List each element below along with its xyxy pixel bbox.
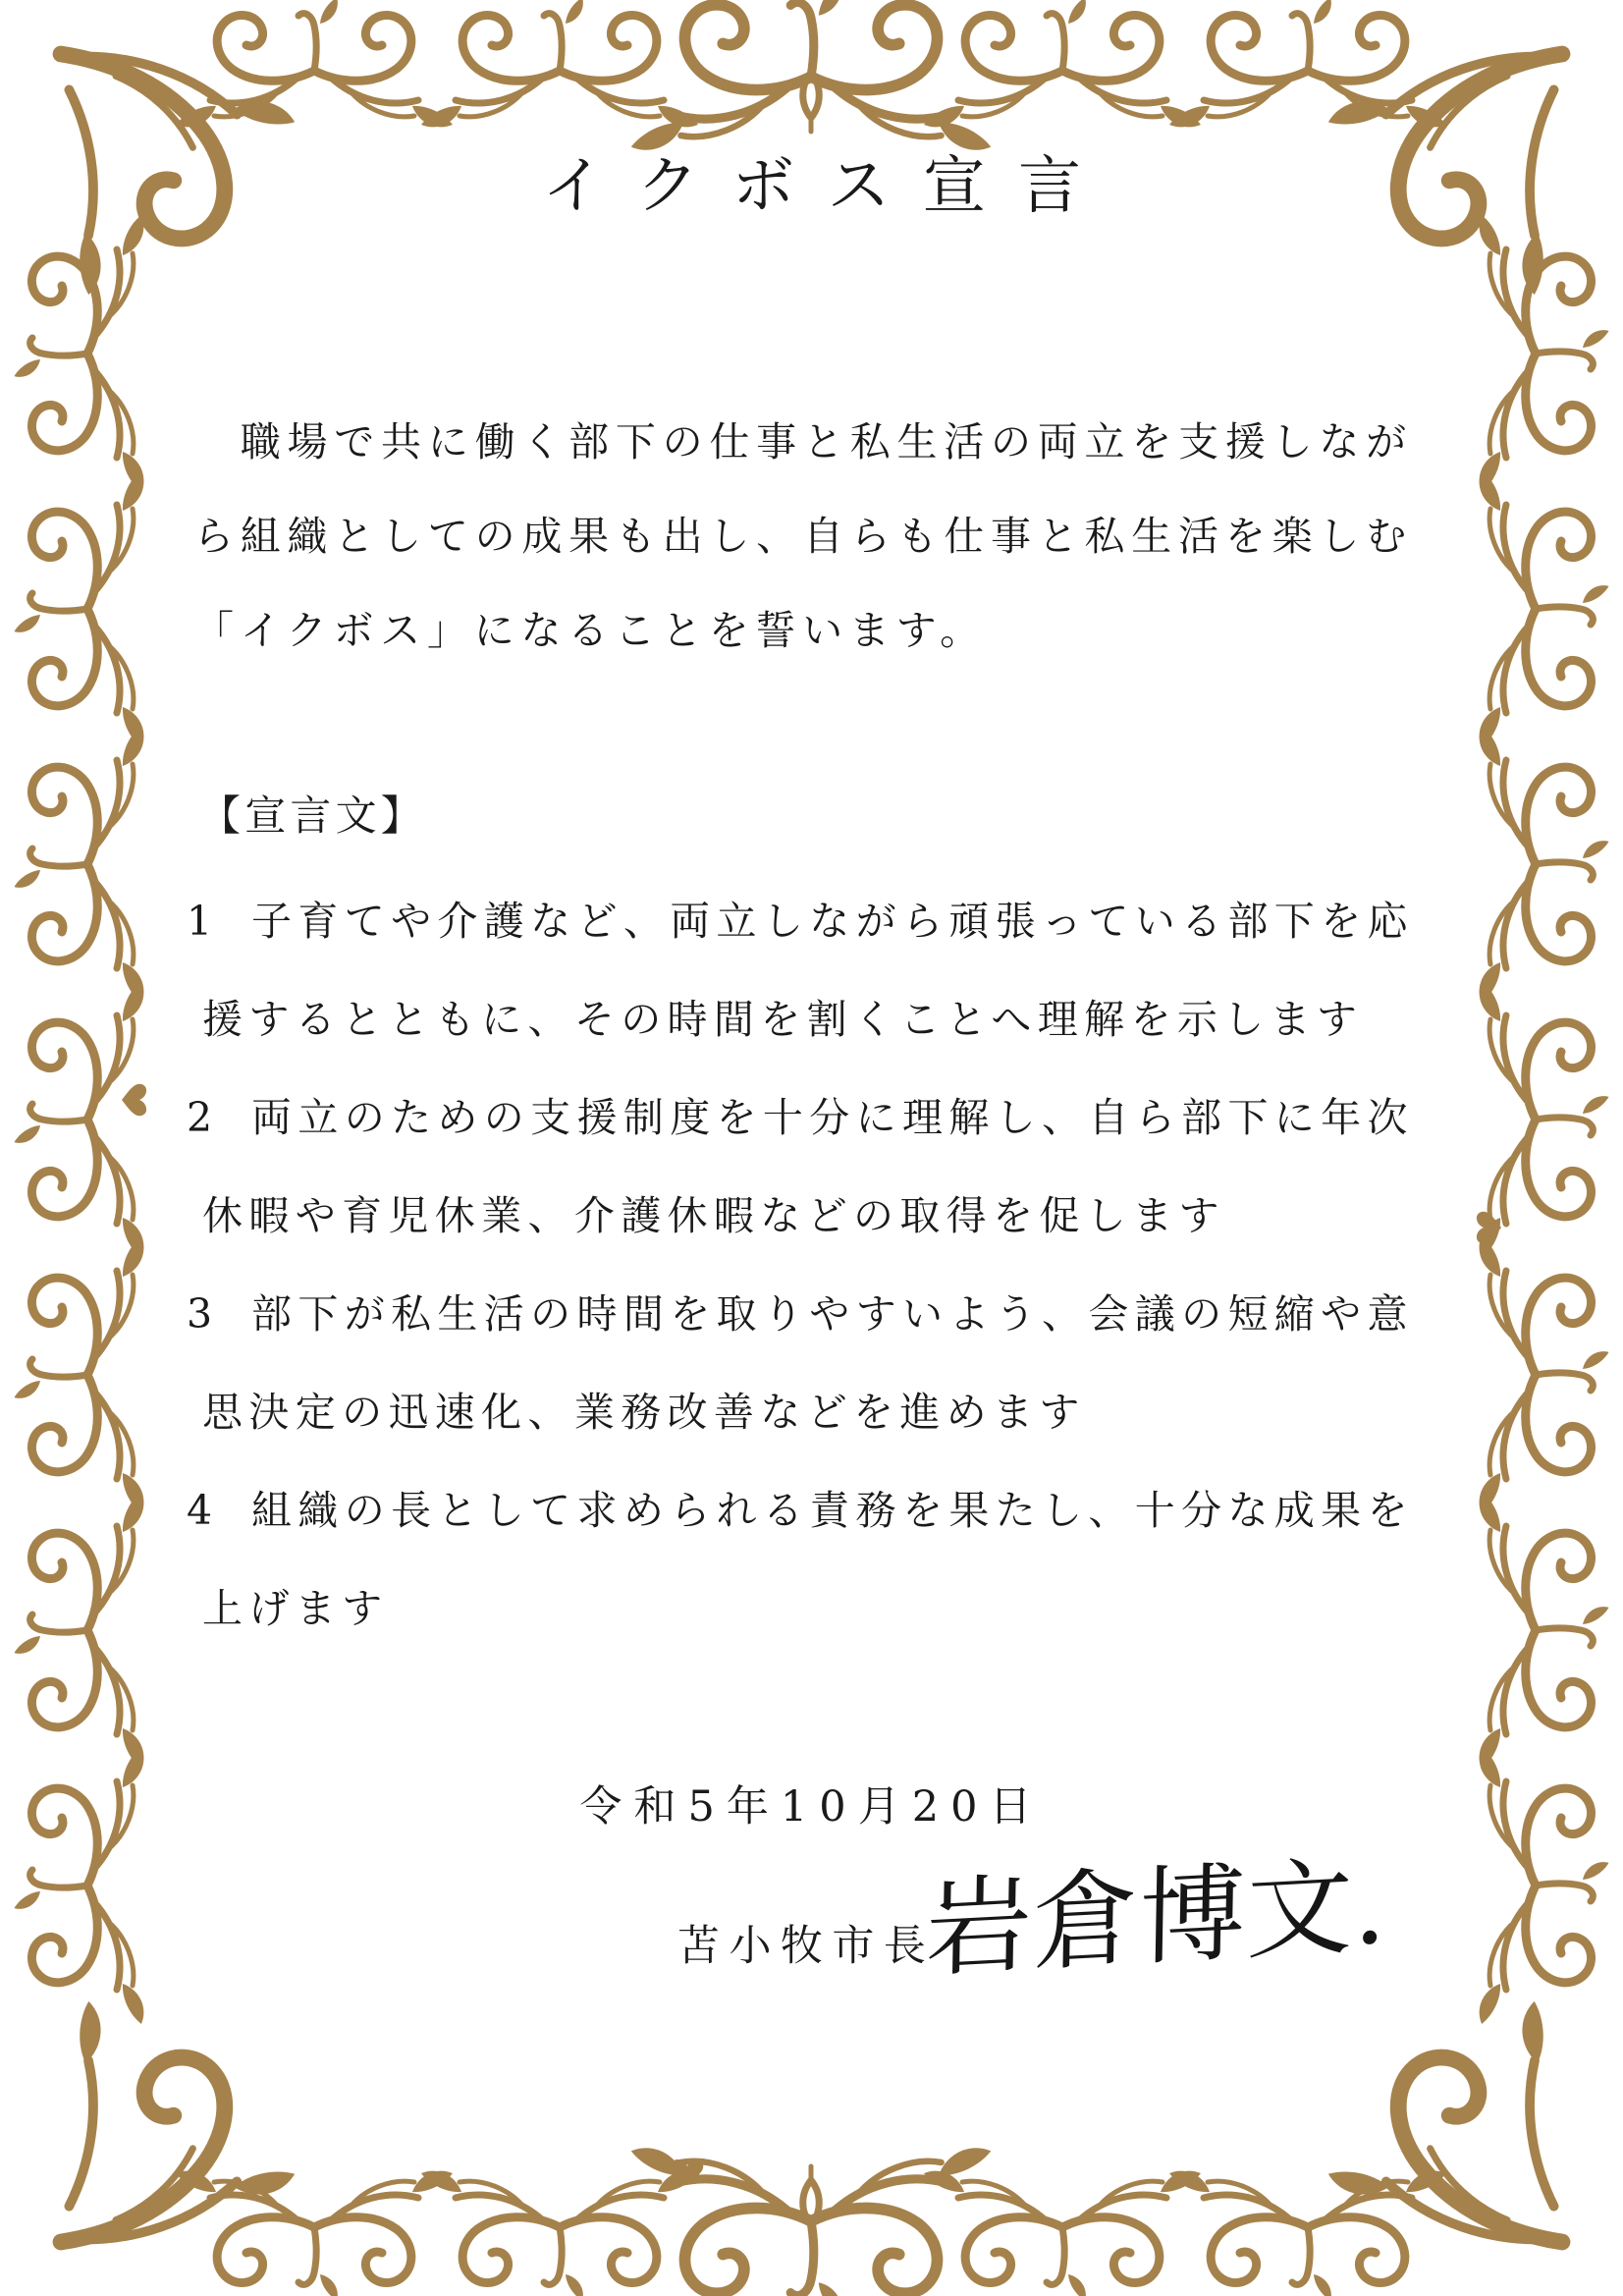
signature-block (182, 1844, 1441, 2121)
item-number: 1 (187, 898, 213, 945)
declaration-item-1 (187, 872, 1441, 1068)
item-number: 4 (187, 1487, 213, 1534)
declaration-item-3 (187, 1265, 1441, 1461)
item-number: 2 (187, 1094, 213, 1141)
item-text-line-1: 組織の長として求められる責務を果たし、十分な成果を (251, 1487, 1414, 1534)
intro-line-3: 「イクボス」になることを誓います。 (193, 607, 987, 654)
item-text-line-2: 援するとともに、その時間を割くことへ理解を示します (202, 996, 1364, 1043)
declaration-section-heading: 【宣言文】 (199, 792, 427, 840)
declaration-item-2 (187, 1068, 1441, 1265)
item-text-line-1: 子育てや介護など、両立しながら頑張っている部下を応 (251, 898, 1414, 945)
item-text-line-1: 部下が私生活の時間を取りやすいよう、会議の短縮や意 (251, 1290, 1414, 1338)
item-text-line-1: 両立のための支援制度を十分に理解し、自ら部下に年次 (251, 1094, 1414, 1141)
mayor-handwritten-signature: 岩倉博文. (924, 1844, 1390, 1993)
item-text-line-2: 思決定の迅速化、業務改善などを進めます (202, 1389, 1086, 1436)
declaration-list (187, 872, 1441, 1658)
item-text-line-2: 休暇や育児休業、介護休暇などの取得を促します (202, 1192, 1225, 1239)
signer-title: 苫小牧市長 (677, 1922, 936, 1971)
intro-line-2: ら組織としての成果も出し、自らも仕事と私生活を楽しむ (193, 513, 1413, 560)
page-title: イクボス宣言 (541, 150, 1114, 223)
item-text-line-2: 上げます (202, 1585, 389, 1632)
item-number: 3 (187, 1290, 213, 1338)
intro-line-1: 職場で共に働く部下の仕事と私生活の両立を支援しなが (193, 418, 1413, 465)
intro-paragraph (193, 395, 1441, 678)
date-text: 令和5年10月20日 (579, 1782, 1044, 1831)
declaration-item-4 (187, 1461, 1441, 1658)
